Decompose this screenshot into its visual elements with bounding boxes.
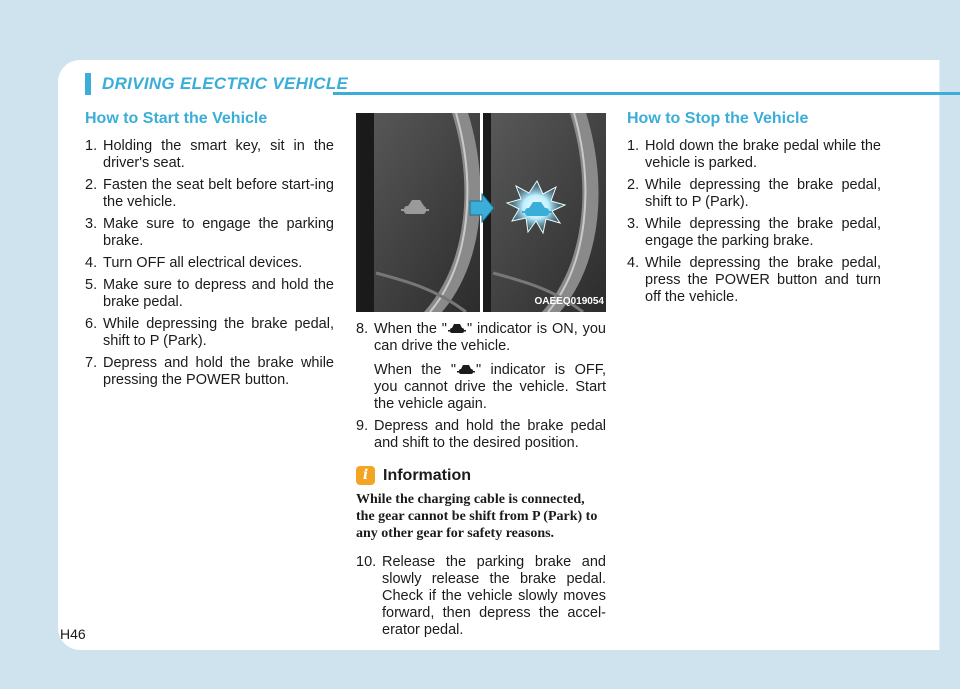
list-item: 4. Turn OFF all electrical devices.	[85, 255, 303, 271]
middle-column	[356, 113, 606, 644]
list-item: 2. Fasten the seat belt before start-ing the vehicle.	[85, 177, 334, 210]
info-body: While the charging cable is connected, the gear cannot be shift from P (Park) to any other gear for safety reasons.	[356, 492, 598, 541]
list-item: 2. While depressing the brake pedal, shift to P (Park).	[627, 177, 881, 210]
section-title: DRIVING ELECTRIC VEHICLE	[102, 74, 349, 93]
page-number: H46	[60, 626, 86, 642]
start-steps	[85, 138, 334, 389]
list-item: 3. Make sure to engage the parking brake.	[85, 216, 334, 249]
figure-code: OAEEQ019054	[534, 296, 604, 307]
stop-heading: How to Stop the Vehicle	[627, 110, 809, 127]
list-item: 5. Make sure to depress and hold the brake pedal.	[85, 277, 334, 310]
info-icon: i	[356, 466, 375, 485]
list-item: 7. Depress and hold the brake while pressing the POWER button.	[85, 355, 334, 388]
list-item: 3. While depressing the brake pedal, engage the parking brake.	[627, 216, 881, 249]
final-step	[356, 554, 606, 639]
list-item: 8. When the " " indicator is ON, you can drive the vehicle. When the " " indicator is OFF, you cannot drive the vehicle. Start the vehicle again.	[356, 321, 606, 412]
info-header	[356, 466, 606, 485]
start-heading: How to Start the Vehicle	[85, 110, 268, 127]
list-item: 4. While depressing the brake pedal, press the POWER button and turn off the vehicle.	[627, 255, 881, 305]
start-column	[85, 110, 334, 394]
list-item: 9. Depress and hold the brake pedal and shift to the desired position.	[356, 418, 606, 451]
car-ready-icon	[447, 320, 467, 336]
step-8-off: When the " " indicator is OFF, you cannot drive the vehicle. Start the vehicle again.	[374, 362, 606, 412]
info-title: Information	[383, 467, 471, 484]
continued-steps	[356, 320, 606, 452]
stop-steps	[627, 138, 881, 306]
cluster-figure	[356, 113, 606, 312]
list-item: 6. While depressing the brake pedal, shift to P (Park).	[85, 316, 334, 349]
stop-column	[627, 110, 881, 311]
list-item: 1. Holding the smart key, sit in the driver's seat.	[85, 138, 334, 171]
page-edge-rule	[939, 60, 940, 650]
car-ready-icon	[456, 361, 476, 377]
cluster-illustration	[356, 113, 606, 312]
list-item: 10. Release the parking brake and slowly release the brake pedal. Check if the vehicle slowly moves forward, then depress the accel-erator pedal.	[356, 554, 606, 638]
list-item: 1. Hold down the brake pedal while the vehicle is parked.	[627, 138, 881, 171]
